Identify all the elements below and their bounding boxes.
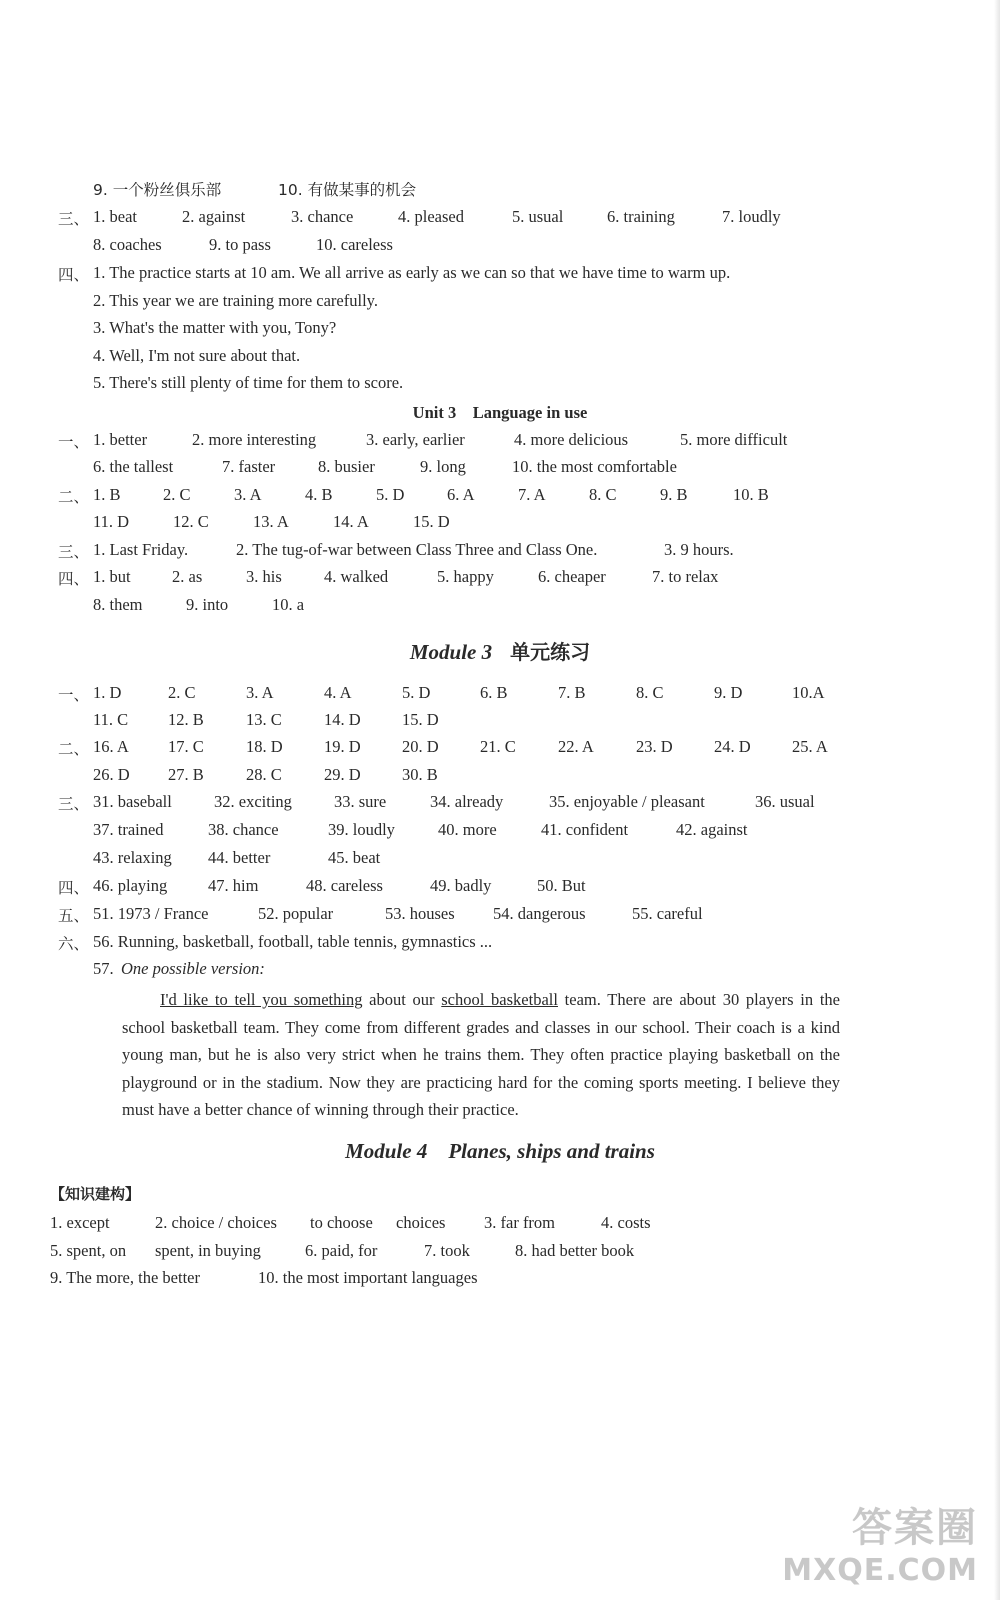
answer-item: 36. usual <box>755 792 815 811</box>
answer-item: 6. training <box>607 207 675 226</box>
answer-item: 4. A <box>324 683 352 702</box>
answer-item: 1. except <box>50 1213 110 1232</box>
answer-item: 5. spent, on <box>50 1241 127 1260</box>
answer-item: 8. coaches <box>93 235 162 254</box>
answer-item: 4. B <box>305 485 333 504</box>
answer-item: 18. D <box>246 737 283 756</box>
answer-item: 7. to relax <box>652 567 719 586</box>
answer-item: 10.A <box>792 683 825 702</box>
answer-item: 27. B <box>168 765 204 784</box>
answer-item: choices <box>396 1213 446 1232</box>
answer-item: 39. loudly <box>328 820 395 839</box>
answer-item: 17. C <box>168 737 204 756</box>
section-marker: 二、 <box>58 488 90 506</box>
answer-item: 11. D <box>93 512 130 531</box>
answer-item: 1. D <box>93 683 122 702</box>
answer-item: 42. against <box>676 820 748 839</box>
answer-item: 6. B <box>480 683 508 702</box>
answer-item: 10. B <box>733 485 769 504</box>
answer-item: 2. as <box>172 567 203 586</box>
answer-item: 55. careful <box>632 904 703 923</box>
question-number: 57. <box>93 959 114 978</box>
answer-item: 5. happy <box>437 567 494 586</box>
answer-item: 12. B <box>168 710 204 729</box>
answer-item: 9. long <box>420 457 466 476</box>
answer-item: 7. loudly <box>722 207 781 226</box>
answer-item: 11. C <box>93 710 129 729</box>
answer-item: 14. A <box>333 512 369 531</box>
answer-item: 3. A <box>234 485 262 504</box>
answer-item: 28. C <box>246 765 282 784</box>
answer-item: 15. D <box>402 710 439 729</box>
essay-text: about our <box>362 990 442 1009</box>
answer-item: 6. A <box>447 485 475 504</box>
answer-item: 7. A <box>518 485 546 504</box>
version-label: One possible version: <box>121 959 265 978</box>
answer-item: 1. beat <box>93 207 137 226</box>
answer-item: 3. What's the matter with you, Tony? <box>93 318 337 337</box>
answer-item: 15. D <box>413 512 450 531</box>
answer-item: 47. him <box>208 876 259 895</box>
answer-item: 43. relaxing <box>93 848 172 867</box>
answer-item: 1. but <box>93 567 131 586</box>
answer-item: 1. B <box>93 485 121 504</box>
answer-item: 9. to pass <box>209 235 271 254</box>
answer-item: 6. the tallest <box>93 457 174 476</box>
answer-item: 4. pleased <box>398 207 464 226</box>
answer-item: 1. The practice starts at 10 am. We all arrive as early as we can so that we have time to warm up. <box>93 263 731 282</box>
answer-item: 8. C <box>589 485 617 504</box>
answer-item: 45. beat <box>328 848 381 867</box>
answer-item: 16. A <box>93 737 129 756</box>
answer-item: 53. houses <box>385 904 455 923</box>
module-heading <box>0 636 1000 665</box>
module-subtitle: 单元练习 <box>510 640 591 664</box>
answer-item: 5. There's still plenty of time for them to score. <box>93 373 404 392</box>
answer-item: 48. careless <box>306 876 383 895</box>
answer-item: 8. busier <box>318 457 375 476</box>
answer-item: 10. a <box>272 595 305 614</box>
answer-item: 29. D <box>324 765 361 784</box>
section-marker: 六、 <box>58 935 90 953</box>
watermark-url: MXQE.COM <box>782 1553 978 1588</box>
answer-item: 52. popular <box>258 904 334 923</box>
section-marker: 三、 <box>58 543 90 561</box>
answer-item: 54. dangerous <box>493 904 586 923</box>
answer-item: 13. A <box>253 512 289 531</box>
answer-item: 41. confident <box>541 820 629 839</box>
section-marker: 四、 <box>58 879 90 897</box>
unit-heading: Unit 3 Language in use <box>412 403 588 422</box>
section-marker: 四、 <box>58 570 90 588</box>
answer-item: 51. 1973 / France <box>93 904 209 923</box>
answer-item: 21. C <box>480 737 516 756</box>
answer-item: 24. D <box>714 737 751 756</box>
section-marker: 三、 <box>58 795 90 813</box>
answer-item: 56. Running, basketball, football, table tennis, gymnastics ... <box>93 932 493 951</box>
answer-item: 30. B <box>402 765 438 784</box>
underlined-phrase: school basketball <box>441 990 558 1009</box>
section-heading: 【知识建构】 <box>50 1185 141 1203</box>
answer-item: to choose <box>310 1213 373 1232</box>
answer-item: 2. This year we are training more carefully. <box>93 291 378 310</box>
answer-item: 25. A <box>792 737 828 756</box>
answer-item: 38. chance <box>208 820 279 839</box>
answer-item: 22. A <box>558 737 594 756</box>
answer-item: 13. C <box>246 710 282 729</box>
answer-item: 2. The tug-of-war between Class Three and Class One. <box>236 540 598 559</box>
answer-item: 8. them <box>93 595 143 614</box>
answer-item: 23. D <box>636 737 673 756</box>
answer-item: 44. better <box>208 848 271 867</box>
answer-item: 33. sure <box>334 792 387 811</box>
answer-item: 10. the most important languages <box>258 1268 478 1287</box>
answer-item: 46. playing <box>93 876 168 895</box>
answer-item: 26. D <box>93 765 130 784</box>
essay-text: team. There are about 30 players in the school basketball team. They come from different grades and classes in our school. Their coach is a kind young man, but he is also very strict when he trains them. They often practice playing basketball on the playground or in the stadium. Now they are practicing hard for the coming sports meeting. I believe they must have a better chance of winning through their practice. <box>122 990 840 1119</box>
answer-item: 2. C <box>163 485 191 504</box>
answer-item: 50. But <box>537 876 586 895</box>
answer-item: 40. more <box>438 820 497 839</box>
answer-item: 49. badly <box>430 876 492 895</box>
page-edge <box>994 0 1000 1600</box>
answer-item: 2. C <box>168 683 196 702</box>
answer-item: 7. took <box>424 1241 470 1260</box>
answer-item: 20. D <box>402 737 439 756</box>
section-marker: 四、 <box>58 266 90 284</box>
answer-item: 12. C <box>173 512 209 531</box>
answer-item: 8. had better book <box>515 1241 635 1260</box>
answer-item: 32. exciting <box>214 792 292 811</box>
answer-item: 4. costs <box>601 1213 651 1232</box>
answer-item: 2. against <box>182 207 246 226</box>
answer-item: 8. C <box>636 683 664 702</box>
answer-item: 34. already <box>430 792 504 811</box>
watermark-logo <box>782 1496 978 1588</box>
answer-item: 7. B <box>558 683 586 702</box>
answer-item: 7. faster <box>222 457 276 476</box>
answer-item: 19. D <box>324 737 361 756</box>
answer-item: 3. chance <box>291 207 354 226</box>
answer-item: 10. careless <box>316 235 393 254</box>
answer-item: 4. more delicious <box>514 430 629 449</box>
answer-item: 37. trained <box>93 820 164 839</box>
section-marker: 二、 <box>58 740 90 758</box>
sample-essay <box>122 986 840 1124</box>
answer-item: 4. walked <box>324 567 389 586</box>
answer-item: 3. his <box>246 567 282 586</box>
answer-item: 6. paid, for <box>305 1241 378 1260</box>
answer-item: 9. into <box>186 595 229 614</box>
answer-item: 5. more difficult <box>680 430 788 449</box>
answer-item: 9. D <box>714 683 743 702</box>
answer-item: 10. 有做某事的机会 <box>278 181 417 199</box>
answer-item: 10. the most comfortable <box>512 457 677 476</box>
answer-item: 5. usual <box>512 207 564 226</box>
answer-item: 5. D <box>402 683 431 702</box>
answer-item: 31. baseball <box>93 792 172 811</box>
answer-item: 4. Well, I'm not sure about that. <box>93 346 301 365</box>
section-marker: 一、 <box>58 686 90 704</box>
answer-item: 35. enjoyable / pleasant <box>549 792 705 811</box>
answer-item: 2. choice / choices <box>155 1213 277 1232</box>
answer-item: 3. 9 hours. <box>664 540 734 559</box>
answer-item: 1. better <box>93 430 148 449</box>
answer-item: 3. far from <box>484 1213 556 1232</box>
section-marker: 五、 <box>58 907 90 925</box>
answer-item: spent, in buying <box>155 1241 261 1260</box>
answer-item: 9. 一个粉丝俱乐部 <box>93 181 222 199</box>
module-title: Module 4 Planes, ships and trains <box>345 1139 655 1163</box>
answer-item: 3. A <box>246 683 274 702</box>
answer-item: 1. Last Friday. <box>93 540 189 559</box>
answer-item: 9. The more, the better <box>50 1268 200 1287</box>
module-title: Module 3 <box>409 640 493 664</box>
answer-item: 5. D <box>376 485 405 504</box>
answer-item: 6. cheaper <box>538 567 606 586</box>
answer-item: 9. B <box>660 485 688 504</box>
answer-item: 2. more interesting <box>192 430 317 449</box>
answer-item: 3. early, earlier <box>366 430 465 449</box>
watermark-text: 答案圈 <box>852 1505 978 1551</box>
section-marker: 三、 <box>58 210 90 228</box>
underlined-phrase: I'd like to tell you something <box>160 990 363 1009</box>
answer-item: 14. D <box>324 710 361 729</box>
section-marker: 一、 <box>58 433 90 451</box>
